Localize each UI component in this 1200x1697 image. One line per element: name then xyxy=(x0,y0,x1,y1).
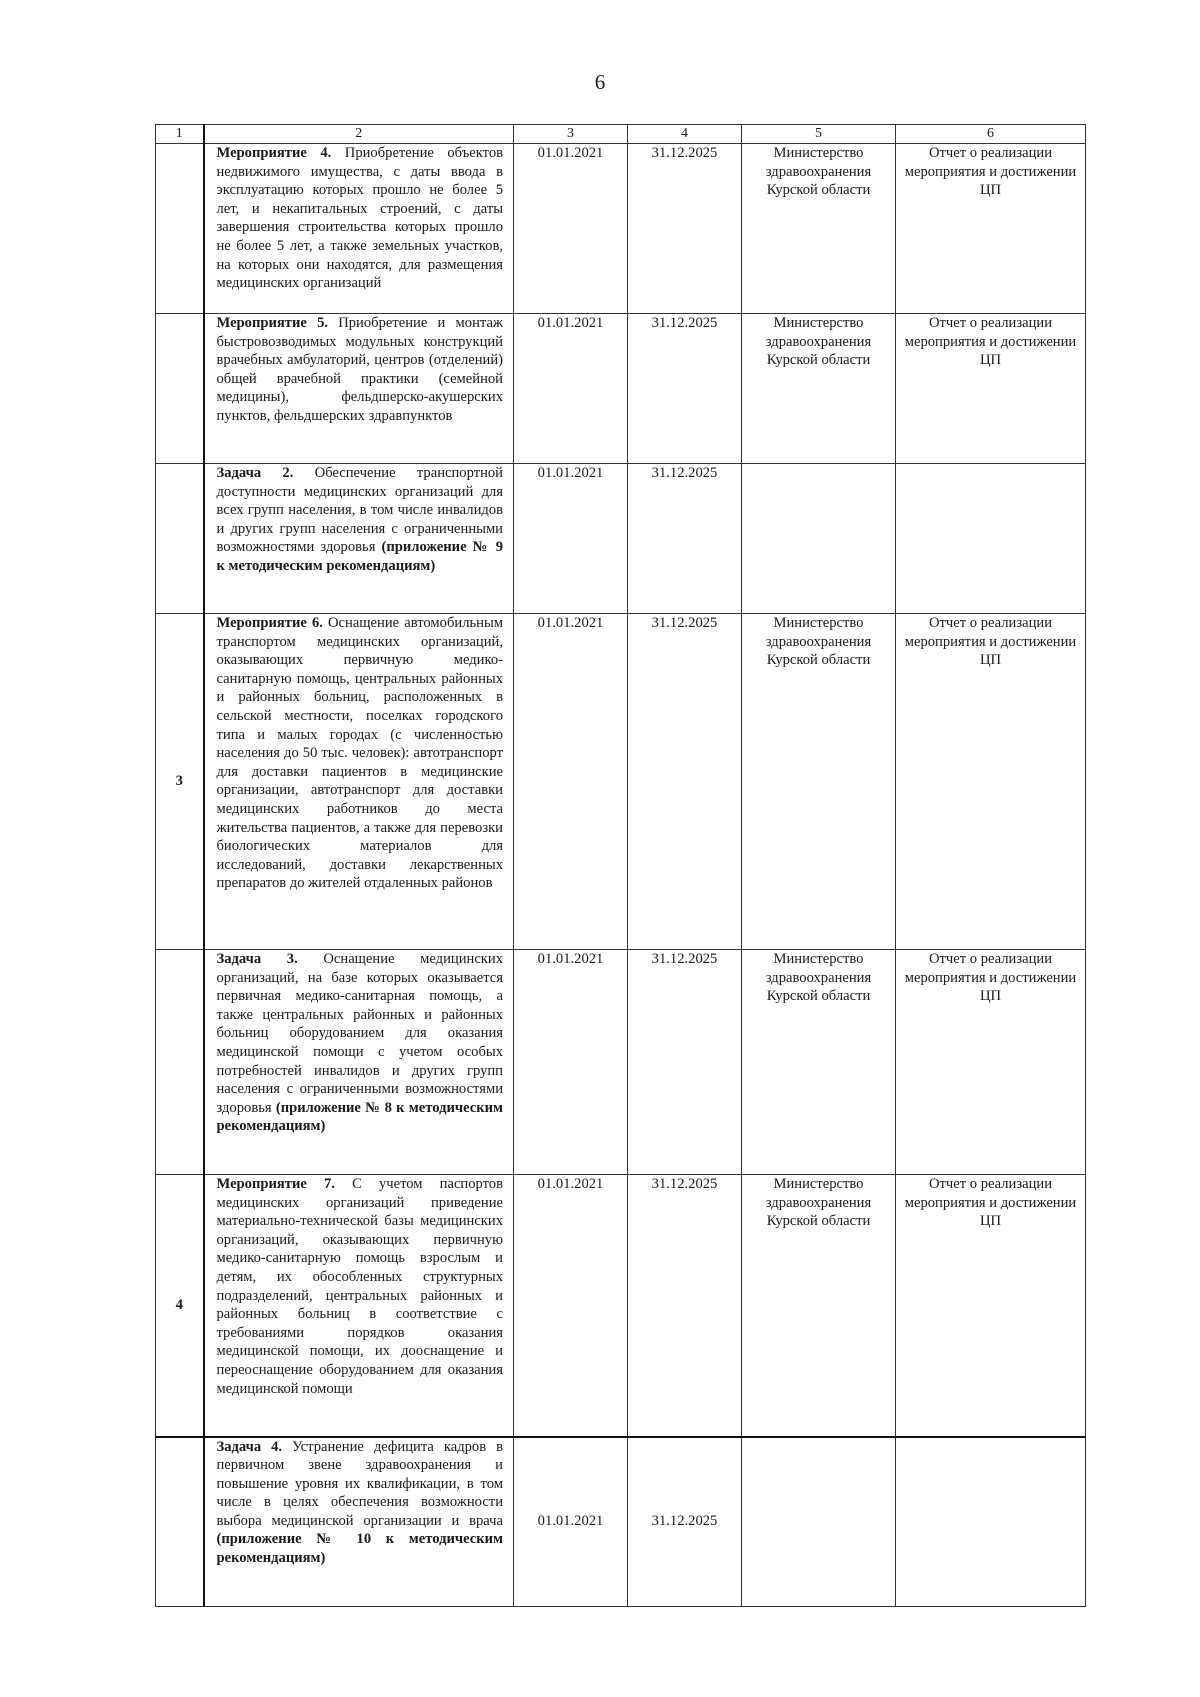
row-text: Устранение дефицита кадров в первичном звене здравоохранения и повышение уровня их квалификации, в том числе в целях обеспечения возможности выбора медицинской организации и врача xyxy=(216,1438,504,1529)
table-row xyxy=(156,464,1086,614)
row-number xyxy=(156,144,204,314)
row-label: Мероприятие 6. xyxy=(216,615,323,631)
column-number: 1 xyxy=(156,125,204,144)
row-text: Приобретение объектов недвижимого имущества, с даты ввода в эксплуатацию которых прошло не более 5 лет, и некапитальных строений, с даты завершения строительства которых прошло не более 5 лет, а также земельных участков, на которых они находятся, для размещения медицинских организаций xyxy=(216,145,504,292)
table-row xyxy=(156,1175,1086,1437)
executor: Министерство здравоохранения Курской области xyxy=(742,614,896,950)
row-text: Оснащение медицинских организаций, на базе которых оказывается первичная медико-санитарная помощь, а также центральных районных и районных больниц оборудованием для оказания медицинской помощи с учетом особых потребностей инвалидов и других групп населения с ограниченными возможностями здоровья xyxy=(216,951,503,1116)
row-number xyxy=(156,314,204,464)
executor xyxy=(742,464,896,614)
row-text: С учетом паспортов медицинских организаций приведение материально-технической базы медицинских организаций, оказывающих первичную медико-санитарную помощь взрослым и детям, их обособленных структурных подразделений, центральных районных и районных больниц в соответствие с требованиями порядков оказания медицинской помощи, их дооснащение и переоснащение оборудованием для оказания медицинской помощи xyxy=(216,1176,503,1397)
row-number: 4 xyxy=(156,1175,204,1437)
end-date: 31.12.2025 xyxy=(628,314,742,464)
start-date: 01.01.2021 xyxy=(514,1437,628,1607)
row-label: Задача 3. xyxy=(216,951,298,967)
result: Отчет о реализации мероприятия и достижении ЦП xyxy=(896,314,1086,464)
start-date: 01.01.2021 xyxy=(514,464,628,614)
row-appendix-ref: (приложение № 10 к методическим рекомендациям) xyxy=(216,1531,503,1567)
column-number: 6 xyxy=(896,125,1086,144)
row-label: Мероприятие 5. xyxy=(216,315,329,331)
end-date: 31.12.2025 xyxy=(628,464,742,614)
table-row xyxy=(156,614,1086,950)
row-number: 3 xyxy=(156,614,204,950)
column-number: 4 xyxy=(628,125,742,144)
column-number: 3 xyxy=(514,125,628,144)
result: Отчет о реализации мероприятия и достижении ЦП xyxy=(896,614,1086,950)
table-row xyxy=(156,950,1086,1175)
row-description xyxy=(204,1437,514,1607)
end-date: 31.12.2025 xyxy=(628,1437,742,1607)
start-date: 01.01.2021 xyxy=(514,314,628,464)
result xyxy=(896,1437,1086,1607)
row-description xyxy=(204,1175,514,1437)
row-description xyxy=(204,144,514,314)
end-date: 31.12.2025 xyxy=(628,1175,742,1437)
row-text: Оснащение автомобильным транспортом медицинских организаций, оказывающих первичную медико- санитарную помощь, центральных районных и районных больниц, расположенных в сельской местности, поселках городского типа и малых городах (с численностью населения до 50 тыс. человек): автотранспорт для доставки пациентов в медицинские организации, автотранспорт для доставки медицинских работников до места жительства пациентов, а также для перевозки биологических материалов для исследований, доставки лекарственных препаратов до жителей отдаленных районов xyxy=(216,615,503,892)
row-description xyxy=(204,314,514,464)
activities-table xyxy=(155,124,1086,1607)
start-date: 01.01.2021 xyxy=(514,144,628,314)
result: Отчет о реализации мероприятия и достижении ЦП xyxy=(896,144,1086,314)
result: Отчет о реализации мероприятия и достижении ЦП xyxy=(896,950,1086,1175)
row-label: Мероприятие 7. xyxy=(216,1176,335,1192)
row-appendix-ref: (приложение № 9 к методическим рекомендациям) xyxy=(216,539,503,574)
row-description xyxy=(204,464,514,614)
row-number xyxy=(156,464,204,614)
table-row xyxy=(156,1437,1086,1607)
table-row xyxy=(156,314,1086,464)
end-date: 31.12.2025 xyxy=(628,950,742,1175)
end-date: 31.12.2025 xyxy=(628,144,742,314)
column-number: 5 xyxy=(742,125,896,144)
row-appendix-ref: (приложение № 8 к методическим рекомендациям) xyxy=(216,1099,503,1135)
end-date: 31.12.2025 xyxy=(628,614,742,950)
executor: Министерство здравоохранения Курской области xyxy=(742,1175,896,1437)
row-number xyxy=(156,950,204,1175)
row-text: Приобретение и монтаж быстровозводимых модульных конструкций врачебных амбулаторий, центров (отделений) общей врачебной практики (семейной медицины), фельдшерско-акушерских пунктов, фельдшерских здравпунктов xyxy=(216,315,503,424)
start-date: 01.01.2021 xyxy=(514,1175,628,1437)
start-date: 01.01.2021 xyxy=(514,950,628,1175)
row-description xyxy=(204,614,514,950)
row-number xyxy=(156,1437,204,1607)
result: Отчет о реализации мероприятия и достижении ЦП xyxy=(896,1175,1086,1437)
start-date: 01.01.2021 xyxy=(514,614,628,950)
row-label: Задача 4. xyxy=(216,1438,283,1455)
executor: Министерство здравоохранения Курской области xyxy=(742,950,896,1175)
executor xyxy=(742,1437,896,1607)
column-number: 2 xyxy=(204,125,514,144)
table-header-row xyxy=(156,125,1086,144)
table-row xyxy=(156,144,1086,314)
result xyxy=(896,464,1086,614)
executor: Министерство здравоохранения Курской области xyxy=(742,314,896,464)
row-description xyxy=(204,950,514,1175)
executor: Министерство здравоохранения Курской области xyxy=(742,144,896,314)
row-text: Обеспечение транспортной доступности медицинских организаций для всех групп населения, в том числе инвалидов и других групп населения с ограниченными возможностями здоровья xyxy=(216,465,503,556)
row-label: Задача 2. xyxy=(216,465,294,481)
page-number: 6 xyxy=(594,70,606,94)
row-label: Мероприятие 4. xyxy=(216,145,332,161)
